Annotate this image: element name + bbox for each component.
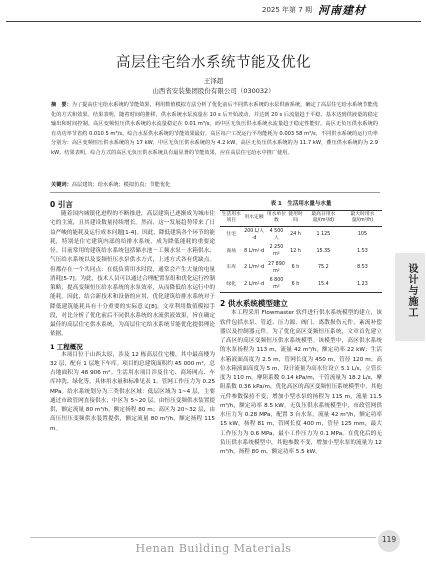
keywords-label: 关键词： (51, 182, 72, 188)
table-cell: 绿化 (220, 276, 242, 293)
table-cell: 15.35 (316, 248, 331, 254)
abstract-separator (50, 192, 380, 193)
table-cell: 2 L/m²·d (244, 265, 265, 271)
table-cell: 住宅 (226, 232, 237, 238)
table-row (220, 260, 382, 276)
header-rule (6, 21, 421, 22)
right-column (220, 199, 382, 457)
table-cell: 1 125 (316, 232, 331, 238)
table-row (220, 243, 382, 259)
affiliation: 山西省安装集团股份有限公司（030032） (152, 87, 275, 95)
left-column (50, 199, 215, 434)
keywords (51, 181, 378, 188)
keywords-text: 高层建筑；给水系统；模拟仿真；节能优化 (71, 182, 171, 188)
article-title: 高层住宅给水系统节能及优化 (116, 55, 311, 71)
table-cell: 24 h (290, 232, 301, 238)
section-heading-intro: 0 引言 (50, 200, 73, 209)
table-cell: 27 890 m² (268, 261, 285, 274)
table-cell: 6 800 m² (266, 276, 287, 293)
table-header-cell: 使用时间 (287, 211, 304, 227)
table-row (220, 226, 382, 243)
page-number: 119 (381, 535, 397, 544)
table-title: 表 1 生活用水量与水量 (270, 201, 332, 207)
table-cell: 8 L/m²·d (244, 248, 265, 254)
footer-rule (30, 537, 376, 538)
project-paragraph: 本项目位于山西太原，涉及 12 栋高层住宅楼，其中最高楼为 32 层，配有 1 层地下车库。项目的总建筑面积约 45 000 m²，总占地面积为 48 906 m²。生活用水项目涉及住宅、商场网点、车库冲洗、绿化等，具体用水量和标准见表 1。管网工作压力为 0.25 MPa。给水系统划分为三类供水区域：低层区域为 1~4 层，主要通过市政管网直接供水；中区为 5~20 层，由恒压变频供水装置提供，额定流量 80 m³/h，额定扬程 80 m；高区为 20~32 层，由高压恒压变频供水装置提供，额定流量 80 m³/h，额定扬程 115 m。 (50, 351, 216, 432)
table-cell: 15.4 (304, 276, 343, 293)
table-header-cell: 生活用水项目 (220, 211, 242, 227)
table-cell: 6 h (287, 276, 304, 293)
journal-name-header: 河南建材 (318, 4, 366, 17)
intro-paragraph: 随着国内城镇化进程的不断推进，高层建筑已逐渐成为城市住宅的主流，且其建设数量持续增长。然而，这一发展趋势带来了日益严峻的能耗及运行成本问题[1-4]。因此，降低建筑各个环节的能耗，特别是住宅建筑内部的给排水系统，成为降低能耗的重要途径。目前常用的建筑给水系统包括储水池－工频水泵－水箱供水、气压给水系统以及变频恒压水泵供水方式，上述方式各有优缺点。但都存在一个共同点：在低负荷用水时段，通常会产生大量的电量消耗[5-7]。为此，技术人员可以通过合理配置泵组和优化运行控制策略，提高变频恒压给水系统的水泵效率，从而降低给水运行中的能耗。因此，结合新技术和设备的应用，优化建筑给排水系统对于降低建筑能耗具有十分重要的实际意义[8]。文章利用数值模拟手段，对比分析了优化前后不同供水系统的水流供液效果，旨在确定最佳的高层住宅供水系统，为高层住宅给水系统节能优化提供理论依据。 (50, 211, 215, 338)
table-header-cell: 用水单位数 (266, 211, 287, 227)
author: 王泽超 (203, 77, 224, 85)
table-cell: 4 500 人 (269, 228, 284, 242)
table-cell: 8.53 (357, 265, 368, 271)
table-cell: 12 h (290, 248, 301, 254)
table-cell: 105 (357, 232, 368, 238)
abstract (51, 101, 378, 159)
table-cell: 75.2 (318, 265, 329, 271)
table-cell: 2 250 m² (269, 245, 284, 258)
table-cell: 1.23 (343, 276, 382, 293)
section-side-label: 设计与施工 (406, 263, 417, 318)
table-cell: 车库 (226, 265, 237, 271)
table-header-row (220, 211, 382, 227)
table-cell: 2 L/m²·d (242, 276, 265, 293)
abstract-text: 为了提高住宅给水系统的节能效果，利用数值模拟方法分析了优化前后不同供水系统的水泵供液系统，确定了高层住宅给水系统节能优化的方式和效果。结果表明，随着时间的推移，供水系统水泵流量在 10 s 后开始波动，并达到 20 s 后流量趋于平稳，基本达到供液量的稳定输出和时间控制。高区变频恒压供水系统的水流量稳定在 0.01 m³/s，而中区无负压供水系统水流量趋于稳定性能好。高区无负压供水系统的有功功率节省约 0.010 5 m³/s。综合水泵供水系统的节能效果最好，高区每户工况运行平均能耗为 0.003 58 m³/s，不同供水系统的运行功率分别为：高区变频恒压供水系统的为 17 kW，中区无负压供水系统的为 4.2 kW，高区无负压供水系统的为 11.7 kW，叠压供水系统的为 2.9 kW。结果表明，综合方式的高区无负压供水系统具有最显著的节能效果，应在高层住宅给水中推广使用。 (51, 102, 378, 156)
water-usage-table (220, 210, 382, 293)
section-heading-project: 1 工程概况 (50, 342, 83, 351)
table-cell: 1.53 (357, 248, 368, 254)
abstract-label: 摘 要： (51, 102, 72, 108)
table-cell: 商场 (226, 248, 237, 254)
table-header-cell: 最高日用水量/(m³/d) (304, 211, 343, 227)
table-header-cell: 最大时用水量/(m³/h) (343, 211, 382, 227)
table-header-cell: 用水定额 (242, 211, 265, 227)
section-heading-model: 2 供水系统模型建立 (220, 299, 288, 309)
table-row (220, 276, 382, 293)
model-paragraph: 本工程采用 Flowmaster 软件进行供水系统模型的建立，该软件包括水泵、管道、压力源、阀门、离散损伤元件、紊流补偿器以及控制器元件。为了优化高区变频恒压系统，文章首先建立了高区的高区变频恒压供水系统模型。该模型中，高区供水系统的水泵扬程为 113 m，流量 42 m³/h，额定功率 22 kW；生活水箱液面高度为 2.5 m，管网长度为 450 m，管径 120 m；高位水箱液面高度为 5 m，设计流量为高水位设立 5.1 L/s，立管长度为 110 m，摩阻系数 0.14 kPa/m，干管流量为 18.2 L/s，摩阻系数 0.36 kPa/m。优化高区的高区变频恒压系统模型中，其他元件参数保持不变，增加小型水泵的扬程为 115 m，流量 11.5 m³/h，额定功率 8.5 kW。无负压供水系统模型中，市政管网供水压力为 0.28 MPa，配置 3 台水泵，流量 42 m³/h，额定功率 15 kW，扬程 81 m，管网长度 400 m，管径 125 mm，最大工作压力为 0.6 MPa，最小工作压力为 0.1 MPa。在优化后的无负压供水系统模型中，其他参数不变，增加小型水泵的流量为 12 m³/h，扬程 80 m，额定功率 5.5 kW。 (220, 310, 382, 456)
journal-name-footer: Henan Building Materials (135, 542, 292, 555)
table-cell: 200 L/人·d (244, 228, 264, 242)
table-cell: 6 h (291, 265, 300, 271)
issue-label: 2025 年第 7 期 (262, 6, 312, 14)
